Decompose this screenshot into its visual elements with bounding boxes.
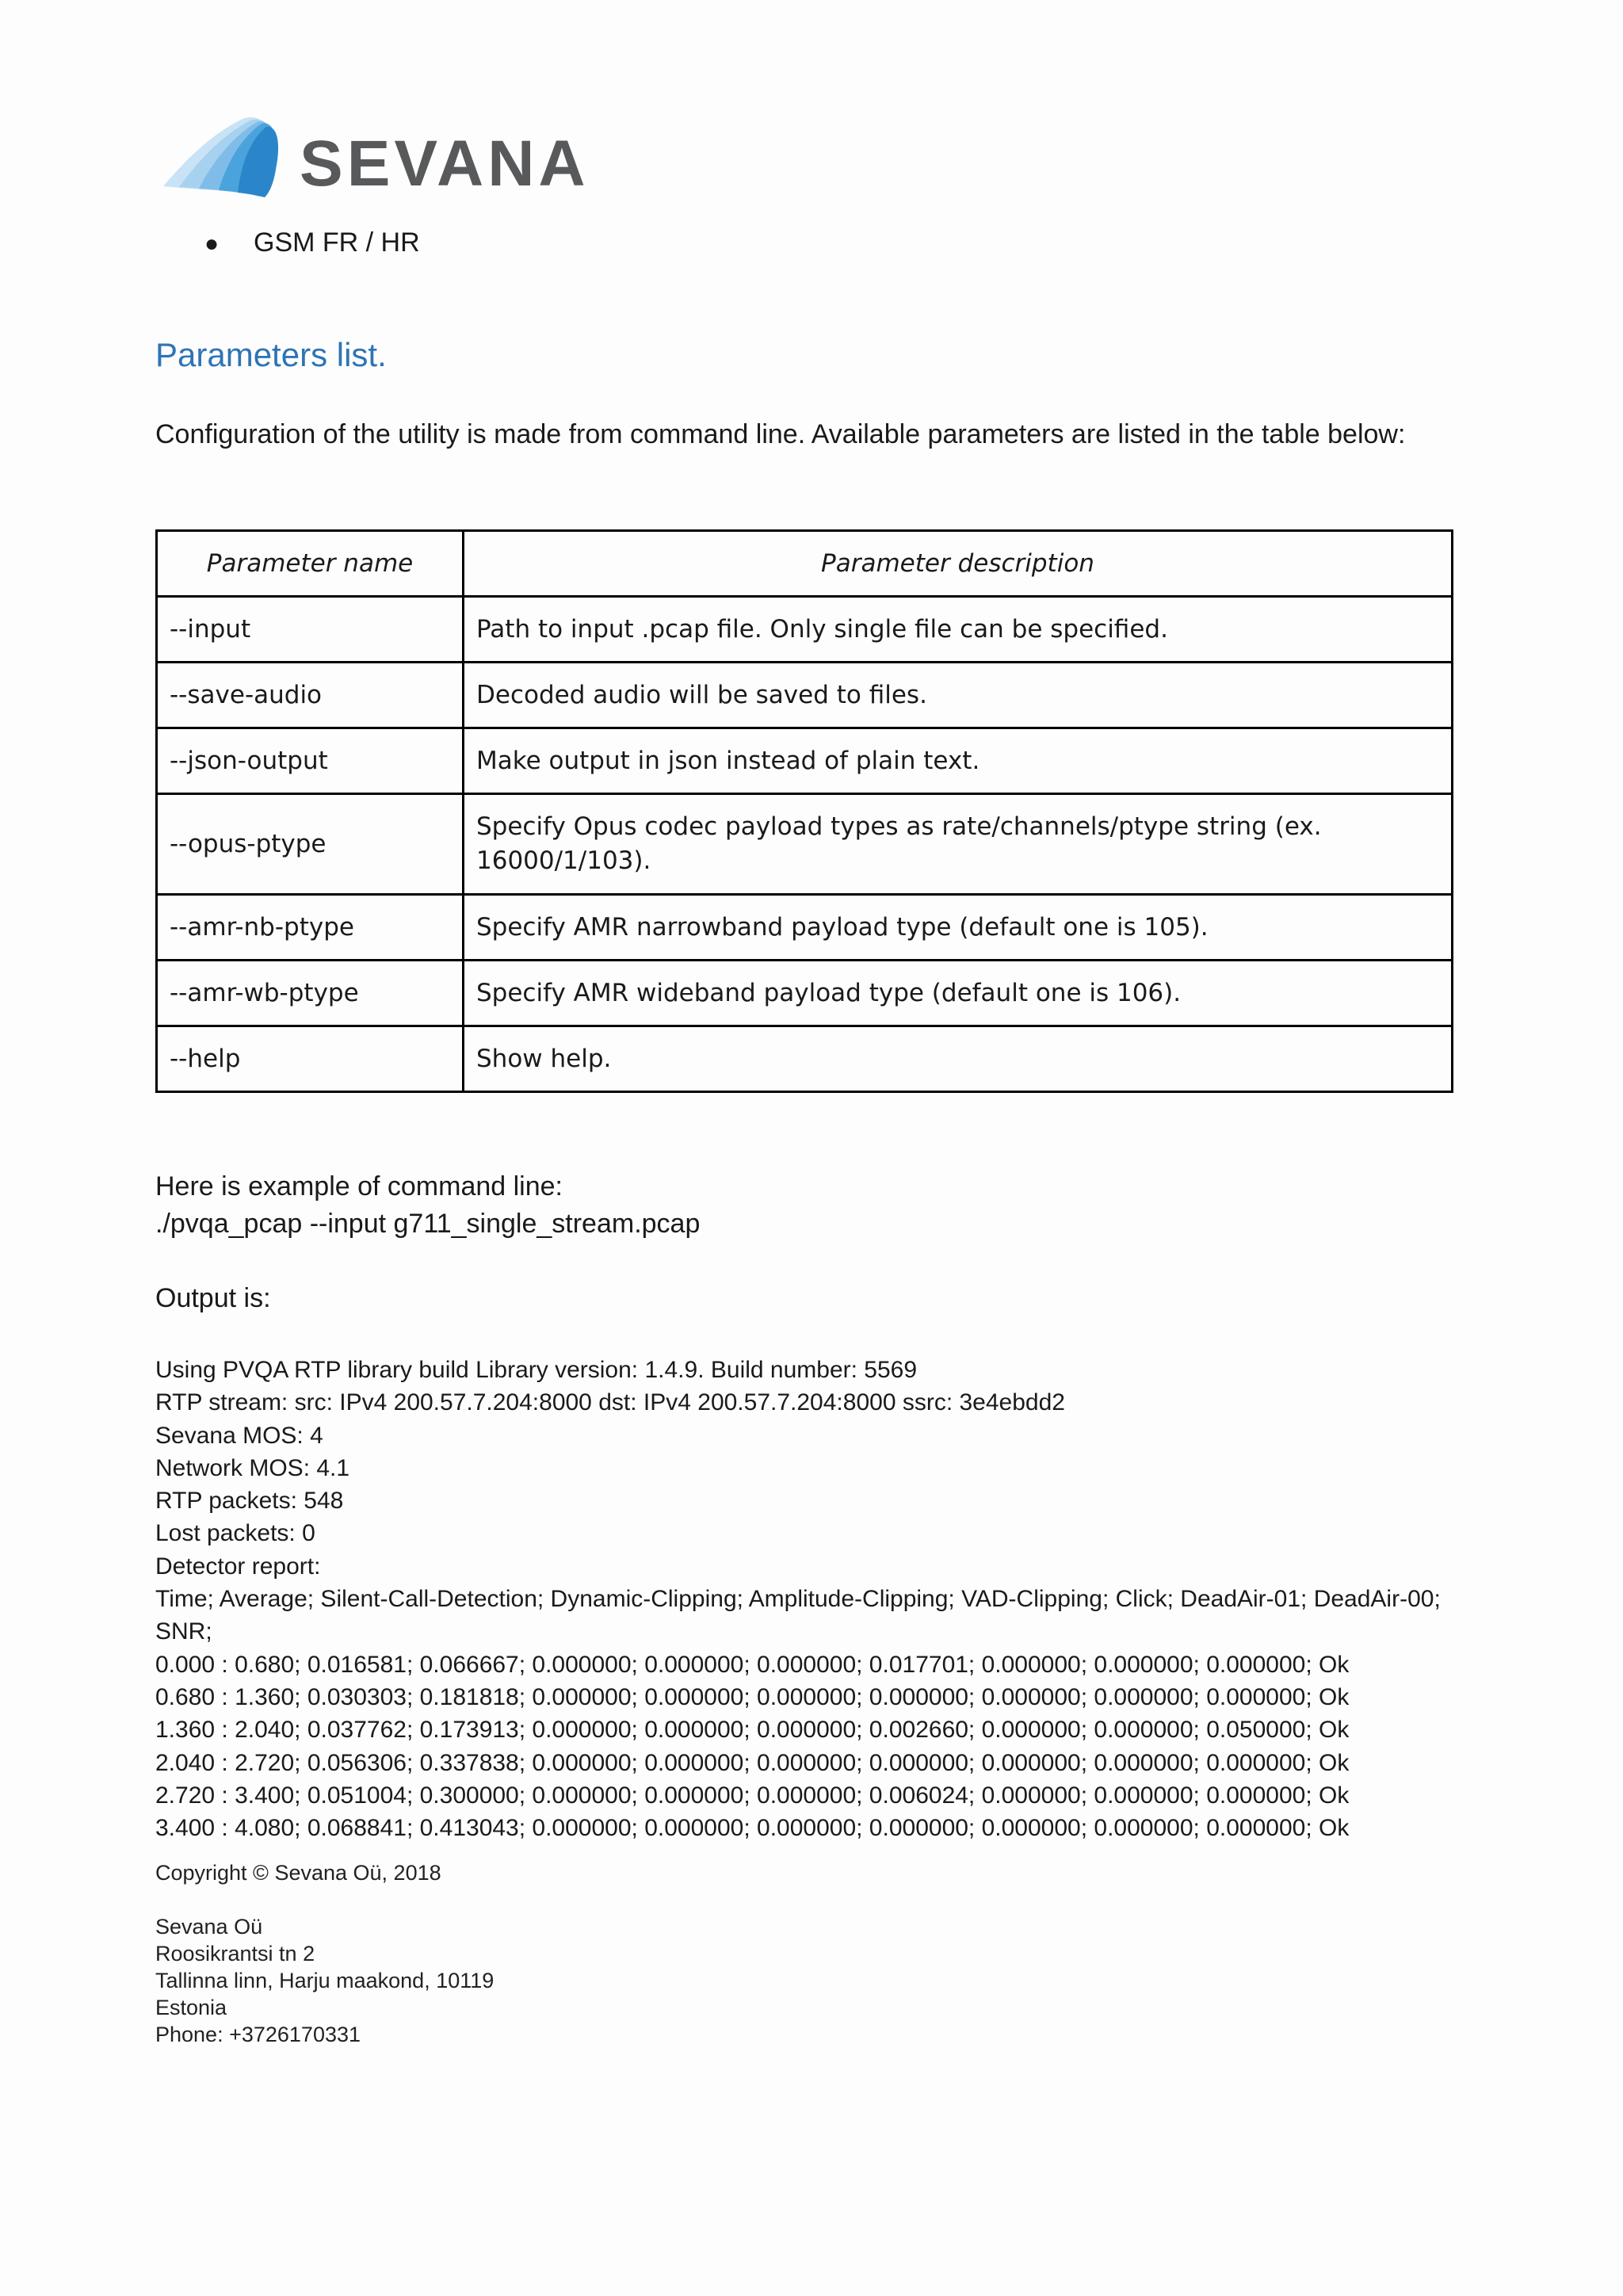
param-description: Show help. [464, 1026, 1453, 1092]
parameters-table [155, 529, 1453, 1093]
output-line: Network MOS: 4.1 [155, 1454, 350, 1481]
copyright: Copyright © Sevana Oü, 2018 [155, 1861, 441, 1885]
output-line: Time; Average; Silent-Call-Detection; Dynamic-Clipping; Amplitude-Clipping; VAD-Clipping; Click; DeadAir-01; DeadAir-00; SNR; [155, 1586, 1441, 1645]
param-name: --json-output [157, 728, 464, 794]
detector-data-row: 3.400 : 4.080; 0.068841; 0.413043; 0.000000; 0.000000; 0.000000; 0.000000; 0.000000; 0.000000; 0.000000; Ok [155, 1815, 1350, 1842]
param-name: --input [157, 597, 464, 663]
address-line: Tallinna linn, Harju maakond, 10119 [155, 1969, 495, 1992]
param-name: --opus-ptype [157, 794, 464, 895]
param-name: --save-audio [157, 663, 464, 728]
param-description: Specify AMR wideband payload type (default one is 106). [464, 961, 1453, 1026]
address-line: Phone: +3726170331 [155, 2023, 361, 2046]
detector-data-row: 1.360 : 2.040; 0.037762; 0.173913; 0.000000; 0.000000; 0.000000; 0.002660; 0.000000; 0.000000; 0.050000; Ok [155, 1717, 1350, 1744]
example-section [155, 1168, 700, 1243]
table-row [157, 961, 1453, 1026]
address-line: Roosikrantsi tn 2 [155, 1942, 315, 1966]
output-line: RTP stream: src: IPv4 200.57.7.204:8000 dst: IPv4 200.57.7.204:8000 ssrc: 3e4ebdd2 [155, 1389, 1065, 1416]
param-name: --amr-wb-ptype [157, 961, 464, 1026]
logo-wordmark: SEVANA [300, 128, 590, 200]
table-row [157, 663, 1453, 728]
header-parameter-name: Parameter name [157, 531, 464, 597]
output-block [155, 1354, 1471, 1844]
detector-data-row: 0.680 : 1.360; 0.030303; 0.181818; 0.000000; 0.000000; 0.000000; 0.000000; 0.000000; 0.000000; 0.000000; Ok [155, 1683, 1350, 1710]
detector-data-row: 2.040 : 2.720; 0.056306; 0.337838; 0.000000; 0.000000; 0.000000; 0.000000; 0.000000; 0.000000; 0.000000; Ok [155, 1749, 1350, 1776]
output-line: Detector report: [155, 1553, 321, 1580]
bullet-dot-icon: ● [204, 231, 220, 257]
bullet-item [204, 223, 420, 263]
detector-data-row: 2.720 : 3.400; 0.051004; 0.300000; 0.000000; 0.000000; 0.000000; 0.006024; 0.000000; 0.000000; 0.000000; Ok [155, 1782, 1350, 1809]
table-row [157, 597, 1453, 663]
address-line: Estonia [155, 1996, 227, 2019]
output-line: Sevana MOS: 4 [155, 1422, 323, 1449]
example-command: ./pvqa_pcap --input g711_single_stream.pcap [155, 1209, 701, 1239]
bullet-text: GSM FR / HR [254, 227, 420, 258]
intro-paragraph: Configuration of the utility is made from command line. Available parameters are listed in the table below: [155, 419, 1406, 449]
output-label: Output is: [155, 1283, 271, 1313]
shell-logo-icon [155, 111, 282, 206]
company-address [155, 1913, 494, 2048]
output-line: Lost packets: 0 [155, 1520, 315, 1547]
param-name: --amr-nb-ptype [157, 895, 464, 961]
param-description: Specify AMR narrowband payload type (default one is 105). [464, 895, 1453, 961]
param-description: Path to input .pcap file. Only single file can be specified. [464, 597, 1453, 663]
address-line: Sevana Oü [155, 1915, 263, 1939]
table-row [157, 728, 1453, 794]
example-intro: Here is example of command line: [155, 1171, 563, 1201]
header-parameter-description: Parameter description [464, 531, 1453, 597]
table-row [157, 1026, 1453, 1092]
param-description: Decoded audio will be saved to files. [464, 663, 1453, 728]
output-line: RTP packets: 548 [155, 1488, 344, 1515]
param-description: Make output in json instead of plain text. [464, 728, 1453, 794]
param-description: Specify Opus codec payload types as rate/channels/ptype string (ex. 16000/1/103). [464, 794, 1453, 895]
table-header-row [157, 531, 1453, 597]
section-title: Parameters list. [155, 336, 387, 373]
table-row [157, 794, 1453, 895]
detector-data-row: 0.000 : 0.680; 0.016581; 0.066667; 0.000000; 0.000000; 0.000000; 0.017701; 0.000000; 0.000000; 0.000000; Ok [155, 1651, 1350, 1678]
param-name: --help [157, 1026, 464, 1092]
output-line: Using PVQA RTP library build Library version: 1.4.9. Build number: 5569 [155, 1357, 918, 1383]
table-row [157, 895, 1453, 961]
sevana-logo [155, 111, 590, 206]
